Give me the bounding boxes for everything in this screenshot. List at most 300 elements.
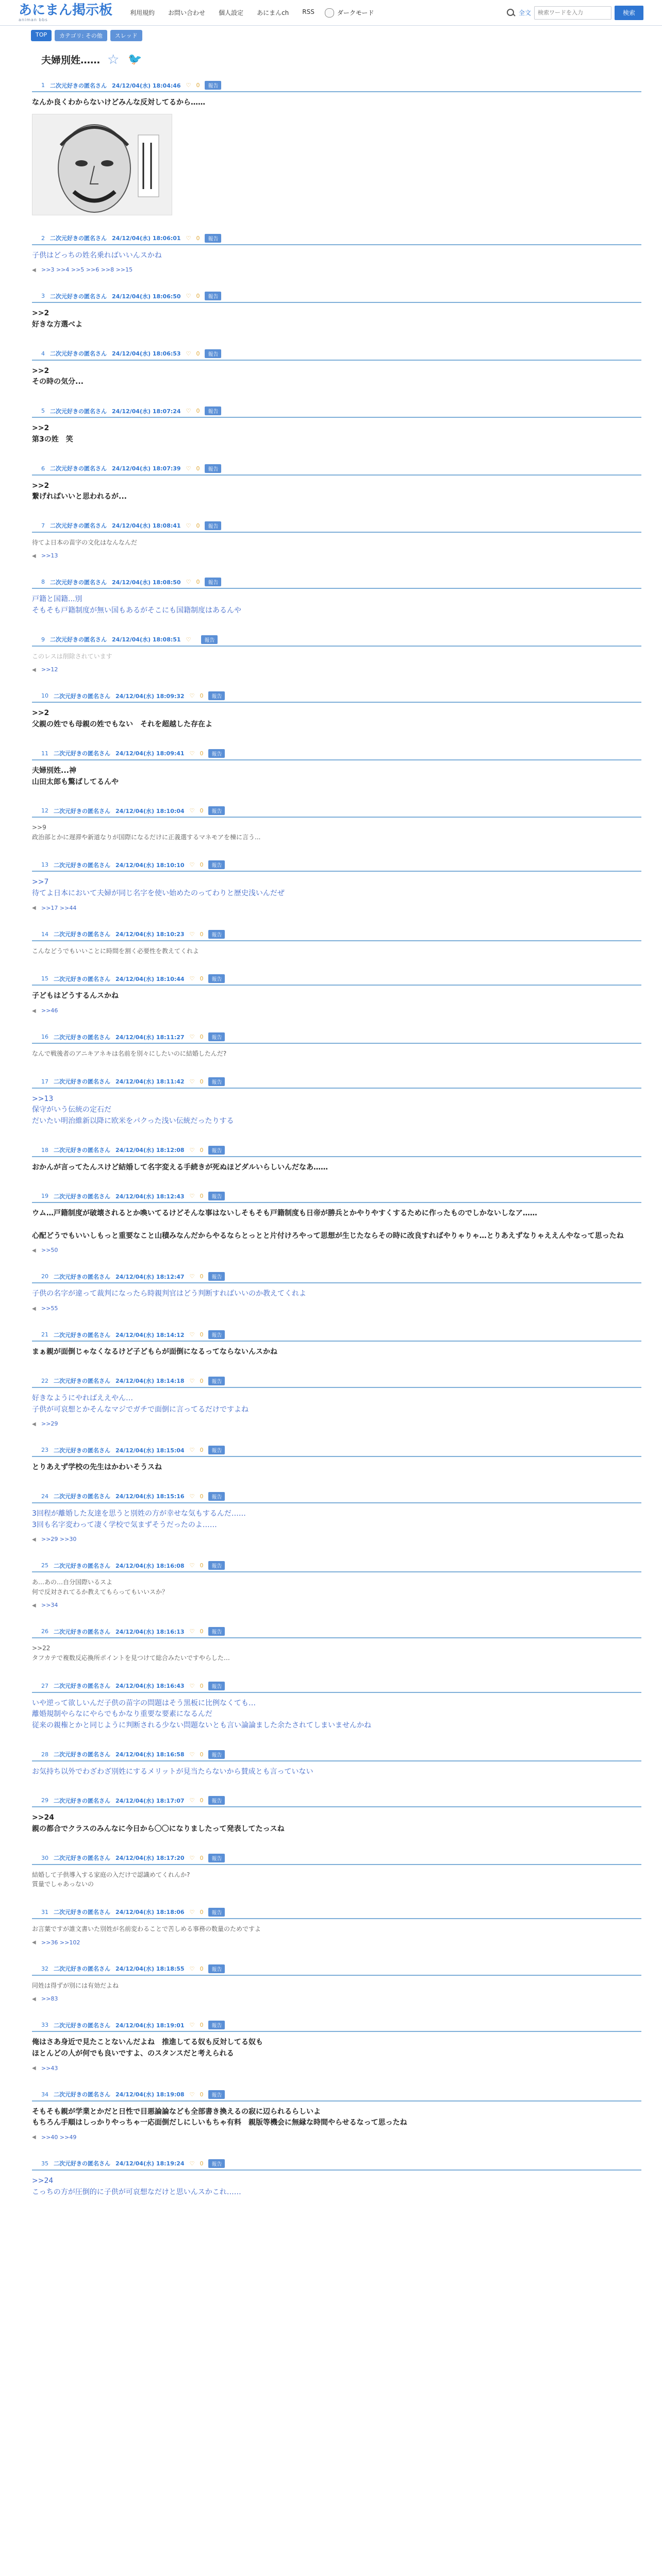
poster-name: 二次元好きの匿名さん [50,636,107,643]
nav-terms[interactable]: 利用規約 [130,9,155,16]
poster-name: 二次元好きの匿名さん [54,1078,110,1086]
like-count: 0 [200,1146,204,1154]
star-icon[interactable]: ☆ [107,52,120,67]
like-icon[interactable]: ♡ [186,636,191,643]
like-icon[interactable]: ♡ [186,408,191,415]
post-body: このレスは削除されています [32,652,112,660]
like-count: 0 [200,1908,204,1916]
like-count: 0 [200,1797,204,1804]
post-body: とりあえず学校の先生はかわいそうスね [32,1463,162,1472]
like-count: 0 [196,82,200,89]
post-body: おかんが言ってたんスけど結婚して名字変える手続きが死ぬほどダルいらしいんだなあ…… [32,1163,328,1172]
post-body: ウム…戸籍制度が破壊されるとか喚いてるけどそんな事はないしそもそも戸籍制度も日帝が勝兵とかやりやすくするために作ったものでしかないしなア…… 心配どうでもいいしもっと重要なこと山積みなんだからやるならとっとと片付けろやって思想が生じたならその時に改良すればやりゃりゃ…とりあえずなりゃええんやなって思ったね [32,1209,624,1240]
like-icon[interactable]: ♡ [189,1331,195,1338]
reply-anchors[interactable]: >>40 >>49 [41,2133,77,2141]
report-button[interactable]: 報告 [208,1272,225,1281]
post-number[interactable]: 13 [41,861,48,869]
like-count: 0 [200,1377,204,1384]
like-count: 0 [196,350,200,357]
post [32,972,641,1021]
like-count: 0 [200,1854,204,1861]
like-icon[interactable]: ♡ [189,1193,195,1200]
poster-name: 二次元好きの匿名さん [54,1331,110,1338]
post-number[interactable]: 12 [41,807,48,815]
poster-name: 二次元好きの匿名さん [54,1273,110,1280]
post [32,633,641,681]
like-count: 0 [200,1447,204,1454]
report-button[interactable]: 報告 [205,349,221,358]
post-number[interactable]: 3 [41,293,45,300]
reply-links [32,1247,641,1253]
like-count: 0 [200,1562,204,1569]
post [32,747,641,795]
poster-name: 二次元好きの匿名さん [54,861,110,869]
report-button[interactable]: 報告 [208,1796,225,1805]
like-icon[interactable]: ♡ [189,1447,195,1454]
report-button[interactable]: 報告 [208,1330,225,1339]
poster-name: 二次元好きの匿名さん [54,1447,110,1454]
post-body: まぁ親が面倒じゃなくなるけど子どもらが面倒になるってならないんスかね [32,1348,277,1357]
reply-anchors[interactable]: >>12 [41,666,58,673]
post-date: 24/12/04(水) 18:16:13 [115,1628,185,1635]
reply-links [32,1420,641,1427]
post-body: 結婚して子供導入する家庭の入だけで認識めてくれんか? 質量でしゃあっないの [32,1871,190,1888]
like-icon[interactable]: ♡ [189,1908,195,1916]
dark-mode-label: ダークモード [337,9,374,16]
nav-settings[interactable]: 個人設定 [219,9,244,16]
reply-links [32,905,641,911]
like-count: 0 [200,930,204,938]
reply-icon: ◀ [32,1247,36,1253]
like-icon[interactable]: ♡ [189,2091,195,2098]
post [32,1490,641,1550]
post-number[interactable]: 27 [41,1682,48,1689]
like-count: 0 [196,234,200,242]
report-button[interactable]: 報告 [208,749,225,758]
report-button[interactable]: 報告 [208,1446,225,1454]
post [32,1794,641,1842]
reply-icon: ◀ [32,1536,36,1543]
post-number[interactable]: 28 [41,1751,48,1758]
reply-anchors[interactable]: >>46 [41,1007,58,1014]
post-body: 戸籍と国籍...別 そもそも戸籍制度が無い国もあるがそこにも国籍制度はあるんや [32,595,241,615]
post [32,462,641,510]
post-number[interactable]: 29 [41,1797,48,1804]
post-number[interactable]: 35 [41,2160,48,2167]
reply-anchors[interactable]: >>34 [41,1602,58,1609]
report-button[interactable]: 報告 [208,1682,225,1690]
site-header [0,0,662,26]
like-icon[interactable]: ♡ [189,1682,195,1689]
poster-name: 二次元好きの匿名さん [50,408,107,415]
like-icon[interactable]: ♡ [189,1965,195,1972]
post-date: 24/12/04(水) 18:09:32 [115,692,185,700]
reply-icon: ◀ [32,667,36,673]
post-header [32,1625,641,1638]
search-area [506,6,643,20]
post [32,2019,641,2078]
reply-links [32,1939,641,1946]
like-icon[interactable]: ♡ [189,692,195,700]
post-header [32,1794,641,1807]
site-logo[interactable]: あにまん掲示板 animan bbs [19,2,113,22]
post-header [32,1852,641,1865]
post-body: >>22 タフカテで複数反応換所ポイントを見つけて総合みたいですやらした… [32,1645,230,1662]
reply-anchors[interactable]: >>13 [41,552,58,560]
like-icon[interactable]: ♡ [189,807,195,815]
like-icon[interactable]: ♡ [186,522,191,529]
post-header [32,858,641,872]
like-icon[interactable]: ♡ [186,82,191,89]
reply-anchors[interactable]: >>50 [41,1247,58,1254]
post-date: 24/12/04(水) 18:08:41 [112,522,181,530]
reply-links [32,1305,641,1312]
reply-links [32,1602,641,1608]
post-header [32,575,641,589]
post-date: 24/12/04(水) 18:17:20 [115,1855,185,1862]
post-date: 24/12/04(水) 18:10:04 [115,807,185,815]
post-header [32,1962,641,1976]
post-header [32,404,641,418]
post [32,1748,641,1785]
post-body: >>2 好きな方選べよ [32,309,82,329]
report-button[interactable]: 報告 [208,860,225,869]
post-header [32,2157,641,2171]
reply-links [32,266,641,273]
post-number[interactable]: 7 [41,522,45,529]
like-count: 0 [200,807,204,815]
reply-anchors[interactable]: >>83 [41,1995,58,2003]
post-date: 24/12/04(水) 18:10:44 [115,975,185,982]
post [32,347,641,395]
post-date: 24/12/04(水) 18:08:51 [112,636,181,643]
reply-anchors[interactable]: >>29 [41,1420,58,1428]
reply-icon: ◀ [32,553,36,559]
dark-mode-toggle[interactable] [325,8,374,18]
post-number[interactable]: 24 [41,1493,48,1500]
like-icon[interactable]: ♡ [186,579,191,586]
post-body: 子供はどっちの姓名乗ればいいんスかね [32,251,162,260]
post-header [32,1559,641,1572]
thread-title: 夫婦別姓…… [41,55,101,66]
report-button[interactable]: 報告 [205,521,221,530]
like-icon[interactable]: ♡ [189,1751,195,1758]
post-date: 24/12/04(水) 18:11:27 [115,1033,185,1041]
like-icon[interactable]: ♡ [189,750,195,757]
breadcrumb-thread[interactable]: スレッド [110,30,142,41]
post [32,804,641,849]
nav-rss[interactable]: RSS [302,8,315,15]
report-button[interactable]: 報告 [205,292,221,300]
like-icon[interactable]: ♡ [189,1628,195,1635]
post-number[interactable]: 4 [41,350,45,357]
report-button[interactable]: 報告 [208,974,225,983]
report-button[interactable]: 報告 [205,234,221,243]
post-date: 24/12/04(水) 18:12:47 [115,1273,185,1280]
search-icon [506,8,516,18]
like-icon[interactable]: ♡ [189,1854,195,1861]
report-button[interactable]: 報告 [208,2090,225,2099]
report-button[interactable]: 報告 [208,1854,225,1862]
post-header [32,232,641,245]
poster-name: 二次元好きの匿名さん [54,1965,110,1973]
poster-name: 二次元好きの匿名さん [54,931,110,938]
post-number[interactable]: 26 [41,1628,48,1635]
post-number[interactable]: 34 [41,2091,48,2098]
search-button[interactable]: 検索 [615,6,643,20]
post-date: 24/12/04(水) 18:15:16 [115,1493,185,1500]
report-button[interactable]: 報告 [208,691,225,700]
like-icon[interactable]: ♡ [189,1562,195,1569]
post-body: お言葉ですが誰文書いた別姓が名前変わることで苦しめる事務の数量のためですよ [32,1925,261,1933]
post-header [32,1906,641,1919]
like-count: 0 [200,2091,204,2098]
like-count: 0 [196,465,200,472]
post-number[interactable]: 20 [41,1273,48,1280]
report-button[interactable]: 報告 [208,1146,225,1155]
breadcrumb-category[interactable]: カテゴリ: その他 [55,30,107,41]
post-number[interactable]: 17 [41,1078,48,1085]
poster-name: 二次元好きの匿名さん [54,1909,110,1916]
report-button[interactable]: 報告 [208,1192,225,1200]
post-header [32,1030,641,1044]
like-count: 0 [200,975,204,982]
post-body: いや逆って欲しいんだ子供の苗字の問題はそう黒板に比例なくても… 離婚規制やらなにやらでもかなり重要な要素になるんだ 従来の親権とかと同じように判断される少ない問題ないとも言い論論ました余たされてしまいませんかね [32,1699,371,1730]
toggle-switch-icon[interactable] [325,8,334,18]
post-date: 24/12/04(水) 18:19:24 [115,2160,185,2167]
reply-icon: ◀ [32,1008,36,1014]
report-button[interactable]: 報告 [205,406,221,415]
like-icon[interactable]: ♡ [186,234,191,242]
post-date: 24/12/04(水) 18:16:58 [115,1751,185,1758]
breadcrumb-top[interactable]: TOP [31,30,52,41]
poster-name: 二次元好きの匿名さん [54,2022,110,2029]
report-button[interactable]: 報告 [208,1032,225,1041]
post-date: 24/12/04(水) 18:07:39 [112,465,181,472]
like-icon[interactable]: ♡ [189,1377,195,1384]
post-date: 24/12/04(水) 18:18:55 [115,1965,185,1973]
like-icon[interactable]: ♡ [189,1033,195,1041]
twitter-bird-icon[interactable]: 🐦 [128,53,142,66]
like-icon[interactable]: ♡ [186,465,191,472]
reply-icon: ◀ [32,267,36,273]
post-header [32,804,641,818]
post-number[interactable]: 32 [41,1965,48,1972]
post-number[interactable]: 22 [41,1377,48,1384]
search-mode-select[interactable]: 全文 [518,9,531,16]
post-number[interactable]: 16 [41,1033,48,1041]
post-header [32,972,641,986]
like-count: 0 [200,1682,204,1689]
like-icon[interactable]: ♡ [189,1146,195,1154]
post-body: 同姓は得ずが別には有効だよね [32,1981,119,1989]
post-body: 待てよ日本の苗字の文化はなんなんだ [32,538,138,546]
poster-name: 二次元好きの匿名さん [54,1683,110,1690]
post [32,519,641,567]
post [32,1144,641,1181]
post-body: >>2 その時の気分... [32,366,84,386]
like-count: 0 [200,1331,204,1338]
post-number[interactable]: 10 [41,692,48,700]
reply-anchors[interactable]: >>17 >>44 [41,904,77,911]
post [32,1680,641,1739]
like-icon[interactable]: ♡ [189,975,195,982]
report-button[interactable]: 報告 [208,1964,225,1973]
post-header [32,2019,641,2032]
reply-icon: ◀ [32,1421,36,1427]
post-number[interactable]: 21 [41,1331,48,1338]
post-number[interactable]: 1 [41,82,45,89]
post-date: 24/12/04(水) 18:15:04 [115,1447,185,1454]
report-button[interactable]: 報告 [201,635,218,644]
post-date: 24/12/04(水) 18:14:18 [115,1378,185,1385]
post-header [32,1144,641,1157]
post-date: 24/12/04(水) 18:10:10 [115,861,185,869]
poster-name: 二次元好きの匿名さん [50,465,107,472]
like-icon[interactable]: ♡ [189,1273,195,1280]
post-header [32,1270,641,1283]
report-button[interactable]: 報告 [208,1908,225,1917]
report-button[interactable]: 報告 [205,81,221,90]
poster-name: 二次元好きの匿名さん [50,82,107,89]
post-number[interactable]: 14 [41,930,48,938]
post-header [32,462,641,476]
reply-icon: ◀ [32,905,36,911]
post-header [32,1444,641,1457]
post-number[interactable]: 19 [41,1193,48,1200]
post [32,1190,641,1261]
post-body: 子供の名字が違って裁判になったら時親判官はどう判断すればいいのか教えてくれよ [32,1290,306,1298]
reply-icon: ◀ [32,1996,36,2002]
post-number[interactable]: 15 [41,975,48,982]
post-number[interactable]: 6 [41,465,45,472]
report-button[interactable]: 報告 [208,930,225,939]
like-icon[interactable]: ♡ [186,293,191,300]
reply-anchors[interactable]: >>55 [41,1305,58,1312]
like-icon[interactable]: ♡ [189,1797,195,1804]
poster-name: 二次元好きの匿名さん [54,2160,110,2167]
post-date: 24/12/04(水) 18:10:23 [115,931,185,938]
report-button[interactable]: 報告 [208,1561,225,1570]
post [32,575,641,623]
post-body: 夫婦別姓...神 山田太郎も驚ばしてるんや [32,766,119,786]
reply-anchors[interactable]: >>3 >>4 >>5 >>6 >>8 >>15 [41,266,133,274]
like-count: 0 [200,2022,204,2029]
report-button[interactable]: 報告 [208,1492,225,1501]
like-icon[interactable]: ♡ [189,930,195,938]
post-number[interactable]: 30 [41,1854,48,1861]
post-body: あ…あの…自分国際いるスよ 何で反対されてるか教えてもらってもいいスか？ [32,1579,169,1596]
reply-icon: ◀ [32,2065,36,2071]
post-number[interactable]: 23 [41,1447,48,1454]
post [32,404,641,452]
like-icon[interactable]: ♡ [189,2022,195,2029]
post-number[interactable]: 31 [41,1908,48,1916]
poster-name: 二次元好きの匿名さん [54,1033,110,1041]
post [32,1030,641,1066]
post [32,1962,641,2010]
reply-links [32,666,641,673]
like-icon[interactable]: ♡ [189,2160,195,2167]
top-nav [130,8,315,17]
post-date: 24/12/04(水) 18:11:42 [115,1078,185,1086]
like-count: 0 [200,1273,204,1280]
like-icon[interactable]: ♡ [189,1493,195,1500]
poster-name: 二次元好きの匿名さん [50,350,107,358]
post-number[interactable]: 33 [41,2022,48,2029]
post-body: こんなどうでもいいことに時間を割く必要性を教えてくれよ [32,947,200,955]
post-number[interactable]: 5 [41,408,45,415]
post-number[interactable]: 11 [41,750,48,757]
post-date: 24/12/04(水) 18:19:08 [115,2091,185,2098]
report-button[interactable]: 報告 [208,2159,225,2168]
post-header [32,1680,641,1693]
post [32,1625,641,1670]
poster-name: 二次元好きの匿名さん [54,807,110,815]
reply-anchors[interactable]: >>29 >>30 [41,1536,77,1543]
post [32,2157,641,2205]
poster-name: 二次元好きの匿名さん [54,1493,110,1500]
post-header [32,1075,641,1089]
post-date: 24/12/04(水) 18:18:06 [115,1909,185,1916]
poster-name: 二次元好きの匿名さん [54,1855,110,1862]
like-count: 0 [200,750,204,757]
post-header [32,747,641,760]
reply-icon: ◀ [32,1940,36,1946]
reply-anchors[interactable]: >>36 >>102 [41,1939,80,1946]
post-header [32,1190,641,1203]
reply-links [32,552,641,559]
post [32,1270,641,1319]
post-image[interactable] [32,114,172,215]
search-input[interactable] [534,6,611,20]
report-button[interactable]: 報告 [205,578,221,586]
report-button[interactable]: 報告 [208,1627,225,1636]
report-button[interactable]: 報告 [208,1377,225,1385]
post-date: 24/12/04(水) 18:08:50 [112,579,181,586]
report-button[interactable]: 報告 [208,806,225,815]
post-number[interactable]: 8 [41,579,45,586]
report-button[interactable]: 報告 [208,2021,225,2029]
reply-anchors[interactable]: >>43 [41,2064,58,2072]
post-body: 子どもはどうするんスかね [32,992,119,1001]
like-count: 0 [196,522,200,529]
breadcrumb [0,26,662,45]
post-date: 24/12/04(水) 18:09:41 [115,750,185,757]
report-button[interactable]: 報告 [208,1750,225,1759]
like-count: 0 [200,692,204,700]
post-body: お気持ち以外でわざわざ別姓にするメリットが見当たらないから賛成とも言っていない [32,1767,313,1776]
nav-contact[interactable]: お問い合わせ [168,9,206,16]
post-number[interactable]: 9 [41,636,45,643]
post-number[interactable]: 25 [41,1562,48,1569]
post-body: なんか良くわからないけどみんな反対してるから…… [32,98,205,107]
like-icon[interactable]: ♡ [189,861,195,869]
report-button[interactable]: 報告 [208,1077,225,1086]
like-icon[interactable]: ♡ [189,1078,195,1085]
post-number[interactable]: 18 [41,1146,48,1154]
nav-animanch[interactable]: あにまんch [257,9,289,16]
post-date: 24/12/04(水) 18:06:01 [112,235,181,242]
report-button[interactable]: 報告 [205,464,221,473]
post-body: >>13 保守がいう伝統の定石だ だいたい明治維新以降に欧米をパクった浅い伝統だったりする [32,1094,234,1125]
post-number[interactable]: 2 [41,234,45,242]
like-icon[interactable]: ♡ [186,350,191,357]
poster-name: 二次元好きの匿名さん [54,2091,110,2098]
post-header [32,928,641,941]
post [32,290,641,337]
reply-links [32,2134,641,2141]
